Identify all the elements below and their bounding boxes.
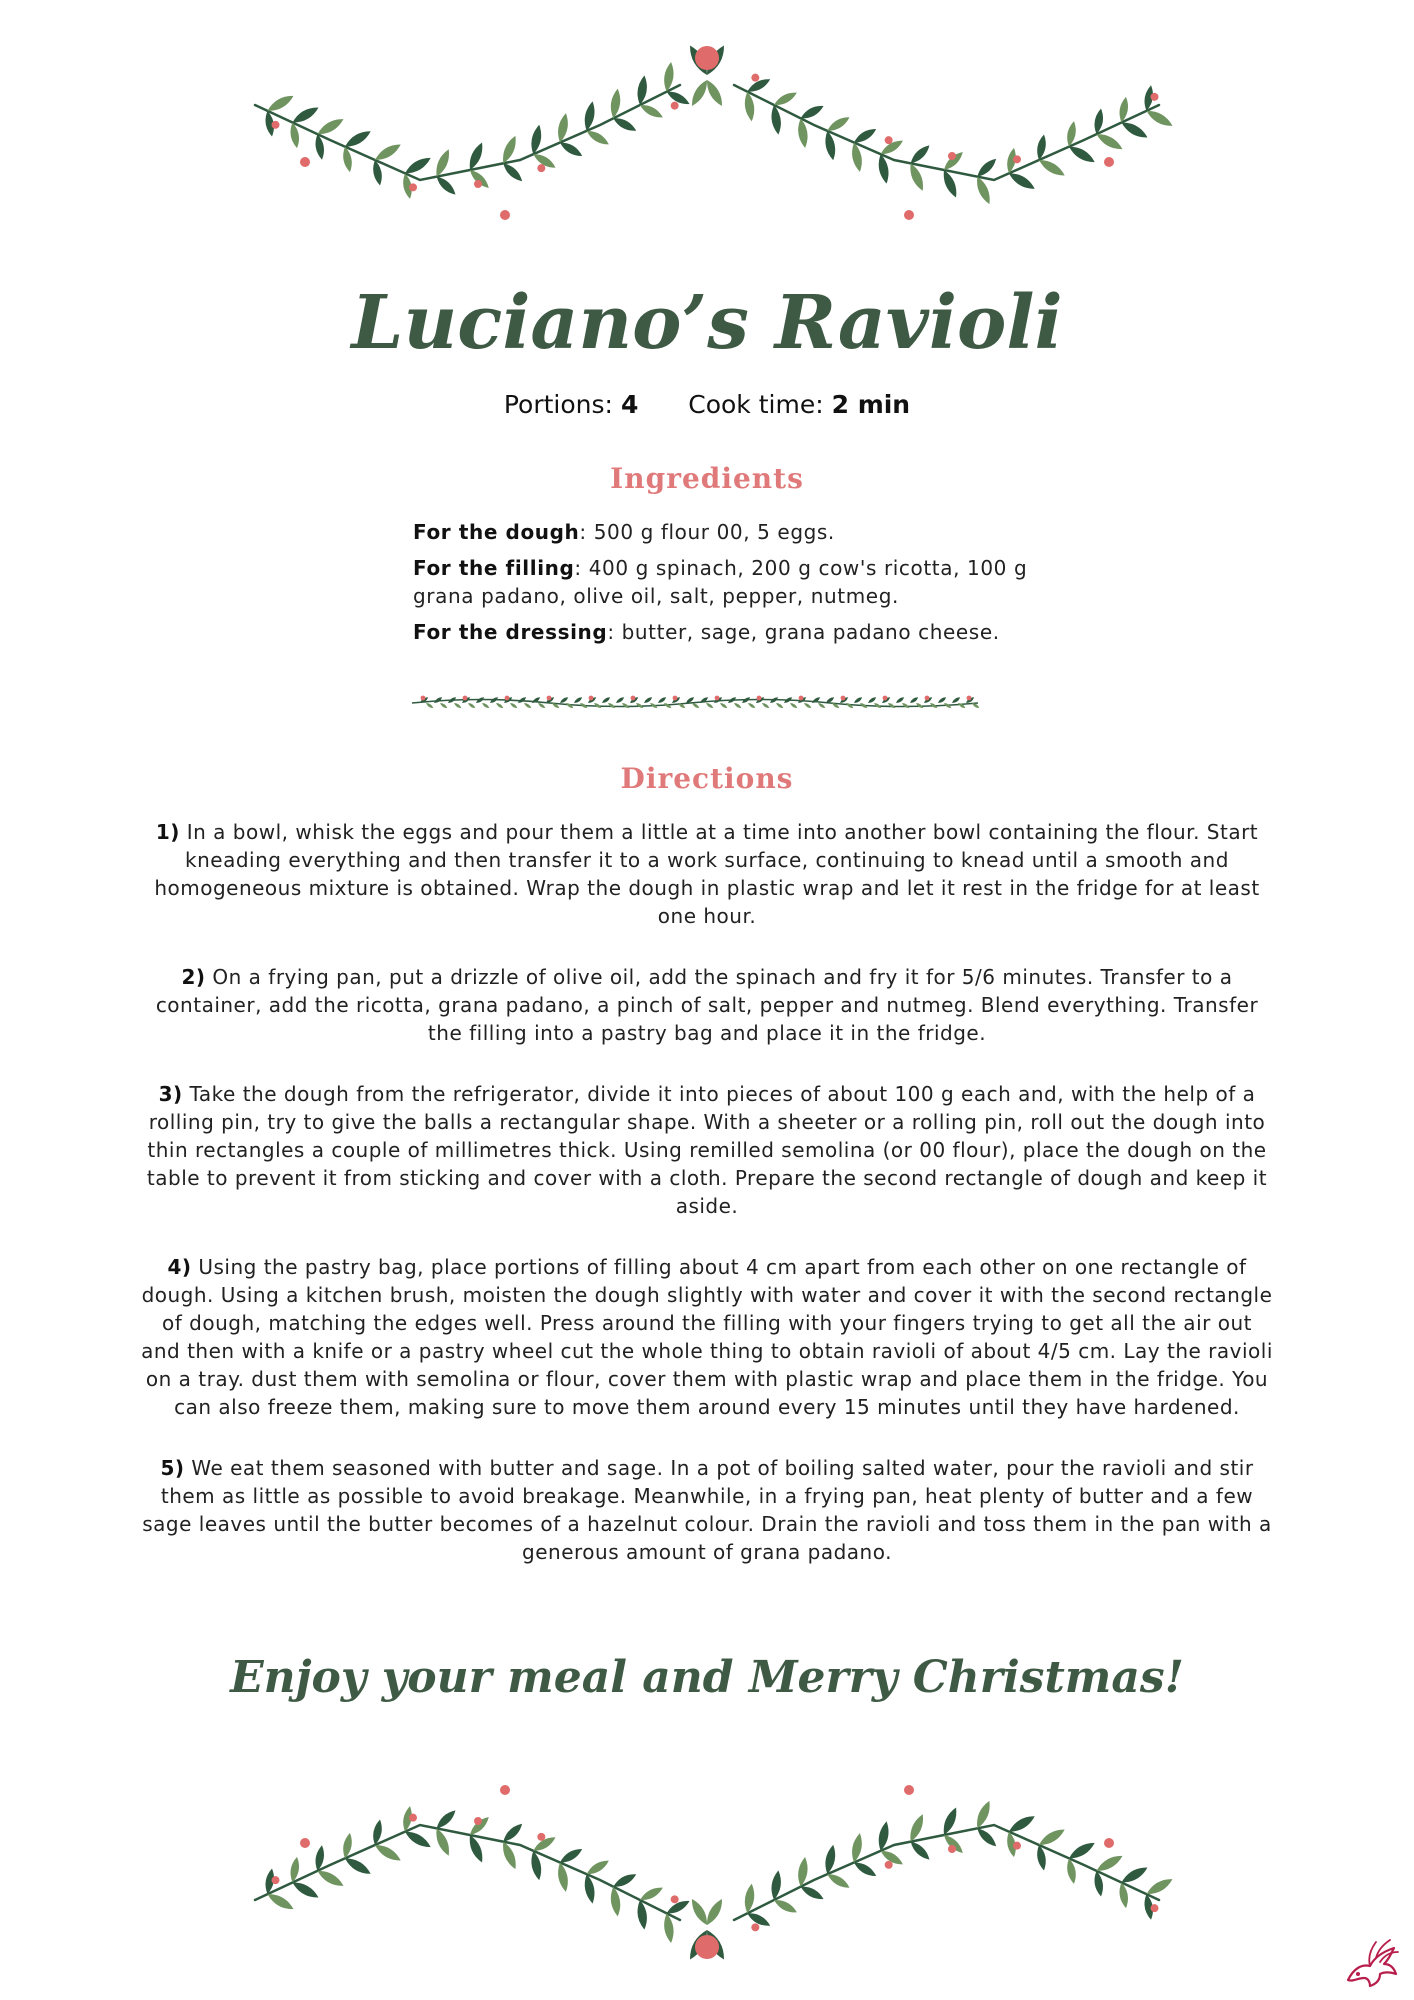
berry-icon [1151, 1904, 1159, 1912]
leaf-icon [867, 696, 877, 705]
leaf-icon [607, 702, 616, 710]
berry-icon [537, 164, 545, 172]
leaf-icon [719, 702, 728, 710]
berry-icon [1104, 157, 1114, 167]
berry-icon [925, 696, 930, 701]
berry-icon [474, 1817, 482, 1825]
leaf-icon [481, 702, 490, 710]
berry-icon [751, 1923, 759, 1931]
leaf-icon [908, 1839, 932, 1863]
step-number: 4) [167, 1255, 192, 1279]
step-number: 2) [181, 965, 206, 989]
holly-garland-bottom-icon [0, 1755, 1414, 1965]
berry-icon [1013, 1842, 1021, 1850]
leaf-icon [621, 702, 630, 710]
leaf-icon [601, 696, 611, 705]
ingredients-heading: Ingredients [610, 462, 804, 495]
berry-icon [695, 1935, 719, 1959]
berry-icon [948, 152, 956, 160]
ingredient-text: : butter, sage, grana padano cheese. [607, 620, 1000, 644]
leaf-icon [509, 702, 518, 710]
portions-value: 4 [620, 390, 639, 419]
berry-icon [673, 696, 678, 701]
berry-icon [695, 46, 719, 70]
leaf-icon [434, 174, 458, 198]
berry-icon [547, 696, 552, 701]
leaf-icon [901, 702, 910, 710]
leaf-icon [467, 702, 476, 710]
leaf-icon [705, 702, 714, 710]
holly-garland-top-icon [0, 40, 1414, 240]
berry-icon [1151, 93, 1159, 101]
step-text: In a bowl, whisk the eggs and pour them a little at a time into another bowl containing the flour. Start kneading everything and then transfer it to a work surface, continuing to knead until a smooth and homogeneous mixture is obtained. Wrap the dough in plastic wrap and let it rest in the fridge for at least one hour. [154, 820, 1260, 928]
berry-icon [500, 210, 510, 220]
leaf-icon [573, 696, 583, 705]
step-text: Using the pastry bag, place portions of filling about 4 cm apart from each other on one rectangle of dough. Using a kitchen brush, moisten the dough slightly with water and cover it with the second rectangle of dough, matching the edges well. Press around the filling with your fingers trying to get all the air out and then with a knife or a pastry wheel cut the whole thing to obtain ravioli of about 4/5 cm. Lay the ravioli on a tray. dust them with semolina or flour, cover them with plastic wrap and place them in the fridge. You can also freeze them, making sure to move them around every 15 minutes until they have hardened. [141, 1255, 1273, 1419]
berry-icon [631, 696, 636, 701]
leaf-icon [699, 696, 709, 705]
ingredient-item [413, 554, 1053, 610]
leaf-icon [733, 702, 742, 710]
portions-label: Portions: [503, 390, 613, 419]
vine-divider-icon [410, 688, 980, 718]
leaf-icon [615, 696, 625, 705]
berry-icon [537, 1833, 545, 1841]
ingredient-item [413, 518, 1053, 546]
berry-icon [505, 696, 510, 701]
berry-icon [799, 696, 804, 701]
leaf-icon [887, 702, 896, 710]
leaf-icon [439, 702, 448, 710]
berry-icon [904, 1785, 914, 1795]
leaf-icon [501, 160, 525, 184]
step-text: On a frying pan, put a drizzle of olive oil, add the spinach and fry it for 5/6 minutes. Transfer to a container, add the ricotta, grana padano, a pinch of salt, pepper and nutmeg. Blend everything. Transfer the filling into a pastry bag and place it in the fridge. [155, 965, 1259, 1045]
ingredients-list [413, 518, 1053, 654]
leaf-icon [775, 702, 784, 710]
ingredient-item [413, 618, 1053, 646]
berry-icon [751, 74, 759, 82]
leaf-icon [789, 702, 798, 710]
leaf-icon [747, 702, 756, 710]
berry-icon [272, 1876, 280, 1884]
leaf-icon [937, 696, 947, 705]
step-number: 1) [155, 820, 180, 844]
closing-message: Enjoy your meal and Merry Christmas! [230, 1652, 1184, 1703]
ingredient-label: For the dressing [413, 620, 608, 644]
berry-icon [421, 696, 426, 701]
step-text: We eat them seasoned with butter and sage. In a pot of boiling salted water, pour the ravioli and stir them as little as possible to avoid breakage. Meanwhile, in a frying pan, heat plenty of butter and a few sage leaves until the butter becomes of a hazelnut colour. Drain the ravioli and toss them in the pan with a generous amount of grana padano. [142, 1456, 1272, 1564]
leaf-icon [895, 696, 905, 705]
recipe-meta [0, 390, 1414, 419]
leaf-icon [501, 1821, 525, 1845]
berry-icon [300, 157, 310, 167]
berry-icon [757, 696, 762, 701]
ingredient-label: For the filling [413, 556, 575, 580]
leaf-icon [434, 1807, 458, 1831]
direction-step [140, 818, 1274, 930]
direction-step [140, 1454, 1274, 1566]
berry-icon [967, 696, 972, 701]
leaf-icon [643, 696, 653, 705]
directions-heading: Directions [620, 762, 794, 795]
leaf-icon [951, 696, 961, 705]
berry-icon [409, 1814, 417, 1822]
berry-icon [841, 696, 846, 701]
step-number: 5) [160, 1456, 185, 1480]
berry-icon [885, 1861, 893, 1869]
berry-icon [463, 696, 468, 701]
berry-icon [883, 696, 888, 701]
berry-icon [715, 696, 720, 701]
berry-icon [300, 1838, 310, 1848]
berry-icon [474, 180, 482, 188]
direction-step [140, 1253, 1274, 1421]
berry-icon [885, 136, 893, 144]
leaf-icon [523, 702, 532, 710]
berry-icon [272, 121, 280, 129]
step-number: 3) [158, 1082, 183, 1106]
leaf-icon [761, 702, 770, 710]
berry-icon [589, 696, 594, 701]
berry-icon [500, 1785, 510, 1795]
direction-step [140, 1080, 1274, 1220]
berry-icon [1013, 155, 1021, 163]
ingredient-text: : 400 g spinach, 200 g cow's ricotta, 100 g grana padano, olive oil, salt, pepper, nutmeg. [413, 556, 1028, 608]
leaf-icon [495, 702, 504, 710]
leaf-icon [811, 696, 821, 705]
berry-icon [671, 1895, 679, 1903]
leaf-icon [853, 696, 863, 705]
leaf-icon [453, 702, 462, 710]
leaf-icon [531, 696, 541, 705]
leaf-icon [803, 702, 812, 710]
direction-step [140, 963, 1274, 1047]
berry-icon [948, 1845, 956, 1853]
ingredient-label: For the dough [413, 520, 580, 544]
recipe-title: Luciano’s Ravioli [351, 280, 1063, 366]
cook-time-label: Cook time: [688, 390, 824, 419]
cook-time-value: 2 min [831, 390, 911, 419]
leaf-icon [657, 696, 667, 705]
winged-lion-logo-icon [1340, 1928, 1404, 1992]
leaf-icon [975, 156, 999, 180]
berry-icon [1104, 1838, 1114, 1848]
berry-icon [671, 102, 679, 110]
leaf-icon [909, 696, 919, 705]
leaf-icon [559, 696, 569, 705]
leaf-icon [957, 702, 966, 710]
berry-icon [904, 210, 914, 220]
ingredient-text: : 500 g flour 00, 5 eggs. [579, 520, 835, 544]
berry-icon [409, 183, 417, 191]
leaf-icon [908, 142, 932, 166]
directions-list [140, 818, 1274, 1599]
leaf-icon [975, 1825, 999, 1849]
leaf-icon [425, 702, 434, 710]
step-text: Take the dough from the refrigerator, divide it into pieces of about 100 g each and, with the help of a rolling pin, try to give the balls a rectangular shape. With a sheeter or a rolling pin, roll out the dough into thin rectangles a couple of millimetres thick. Using remilled semolina (or 00 flour), place the dough on the table to prevent it from sticking and cover with a cloth. Prepare the second rectangle of dough and keep it aside. [146, 1082, 1268, 1218]
